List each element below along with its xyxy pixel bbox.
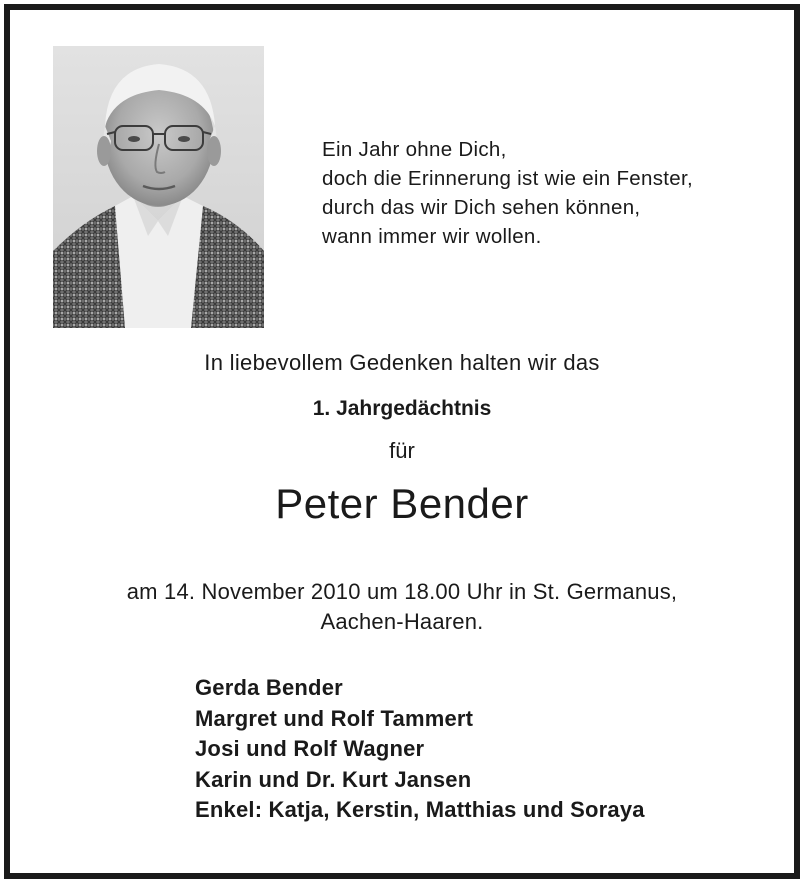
- mourner-entry: Enkel: Katja, Kerstin, Matthias und Soraya: [195, 797, 645, 822]
- poem-line: wann immer wir wollen.: [322, 225, 542, 248]
- obituary-frame: [4, 4, 800, 879]
- mourner-entry: Karin und Dr. Kurt Jansen: [195, 766, 472, 792]
- poem-line: durch das wir Dich sehen können,: [322, 196, 641, 219]
- mourner-entry: Gerda Bender: [195, 675, 343, 700]
- poem-line: Ein Jahr ohne Dich,: [322, 138, 507, 161]
- service-place: Aachen-Haaren.: [320, 609, 484, 634]
- mourner-entry: Josi und Rolf Wagner: [195, 736, 425, 761]
- memorial-poem: [322, 135, 782, 251]
- service-date-location: am 14. November 2010 um 18.00 Uhr in St. Germanus,: [126, 579, 678, 604]
- portrait-photo: [53, 46, 264, 328]
- service-details: [10, 577, 794, 637]
- memorial-event-title: 1. Jahrgedächtnis: [312, 397, 492, 420]
- mourners-list: [195, 673, 645, 826]
- memorial-preposition: für: [389, 438, 415, 463]
- portrait-photo-icon: [53, 46, 264, 328]
- poem-line: doch die Erinnerung ist wie ein Fenster,: [322, 167, 693, 190]
- mourner-entry: Margret und Rolf Tammert: [195, 705, 474, 731]
- deceased-name: Peter Bender: [275, 480, 529, 527]
- memorial-intro: In liebevollem Gedenken halten wir das: [204, 350, 600, 375]
